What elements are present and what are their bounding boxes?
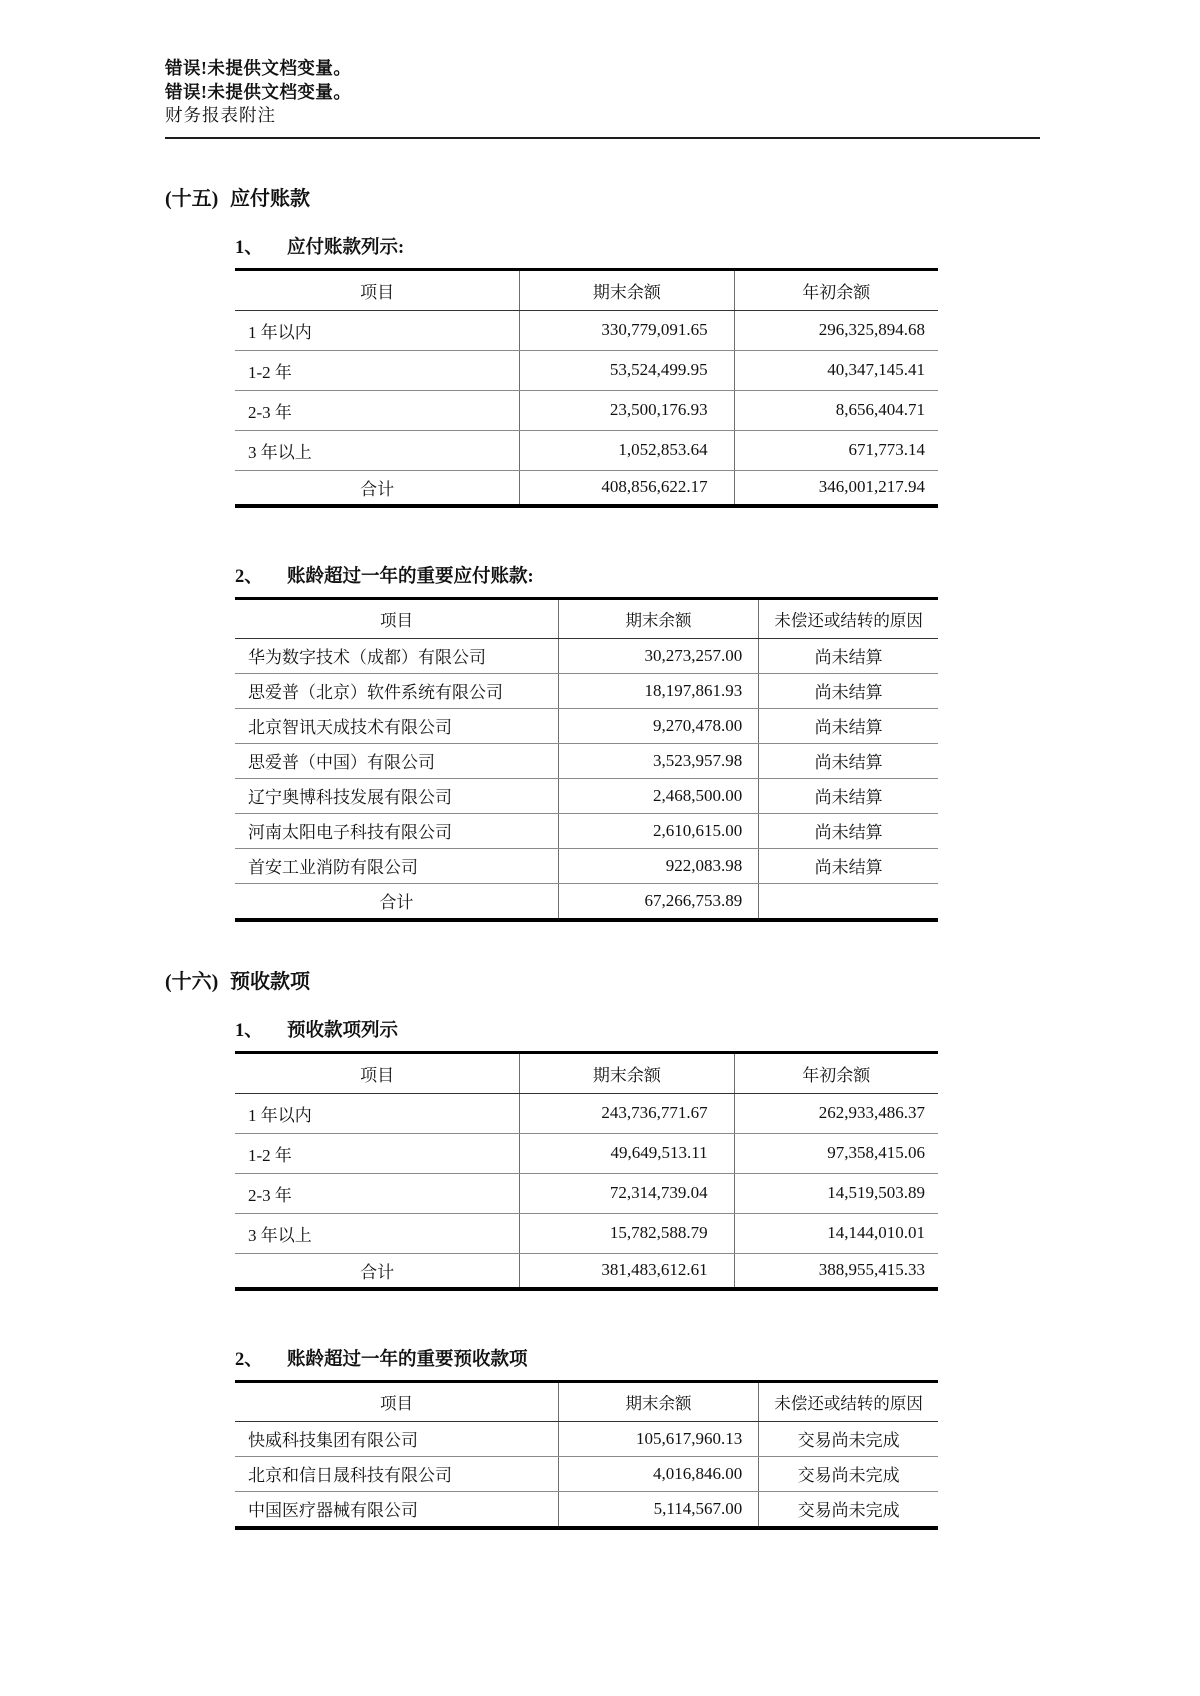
total-ending-balance: 67,266,753.89 — [558, 883, 758, 920]
row-beginning-balance: 671,773.14 — [734, 430, 938, 470]
table-row — [235, 1421, 938, 1456]
table-row — [235, 1213, 938, 1253]
total-beginning-balance: 346,001,217.94 — [818, 477, 925, 496]
row-reason: 交易尚未完成 — [797, 1501, 900, 1520]
row-ending-balance: 49,649,513.11 — [520, 1133, 734, 1173]
row-company: 河南太阳电子科技有限公司 — [235, 813, 558, 848]
row-reason: 尚未结算 — [759, 708, 938, 743]
section-16-sub-1-number: 1、 — [235, 1020, 263, 1041]
column-header-ending-balance: 期末余额 — [520, 1052, 734, 1093]
table-row — [235, 848, 938, 883]
table-row — [235, 1133, 938, 1173]
row-item: 1-2 年 — [235, 1133, 520, 1173]
row-reason: 尚未结算 — [759, 673, 938, 708]
row-ending-balance: 243,736,771.67 — [520, 1093, 734, 1133]
row-company: 中国医疗器械有限公司 — [235, 1491, 558, 1528]
row-company: 思爱普（北京）软件系统有限公司 — [235, 673, 558, 708]
row-ending-balance: 922,083.98 — [558, 848, 758, 883]
row-company: 北京智讯天成技术有限公司 — [235, 708, 558, 743]
column-header-reason: 未偿还或结转的原因 — [759, 1381, 938, 1421]
column-header-item: 项目 — [235, 1052, 520, 1093]
header-line-1: 错误!未提供文档变量。 — [165, 58, 352, 78]
payables-over-one-year-table — [235, 597, 938, 922]
header-line-3: 财务报表附注 — [165, 105, 276, 125]
column-header-item: 项目 — [235, 1381, 558, 1421]
row-beginning-balance: 40,347,145.41 — [734, 350, 938, 390]
row-ending-balance: 5,114,567.00 — [558, 1491, 758, 1528]
table-header-row — [235, 598, 938, 638]
table-row — [235, 813, 938, 848]
row-company: 快威科技集团有限公司 — [235, 1421, 558, 1456]
row-ending-balance: 3,523,957.98 — [558, 743, 758, 778]
row-item: 2-3 年 — [235, 390, 520, 430]
row-beginning-balance: 97,358,415.06 — [734, 1133, 938, 1173]
row-reason: 尚未结算 — [759, 638, 938, 673]
table-header-row — [235, 1381, 938, 1421]
total-beginning-balance: 388,955,415.33 — [818, 1260, 925, 1279]
column-header-reason: 未偿还或结转的原因 — [759, 598, 938, 638]
row-ending-balance: 330,779,091.65 — [520, 310, 734, 350]
column-header-item: 项目 — [235, 598, 558, 638]
table-row — [235, 673, 938, 708]
section-15-title: 应付账款 — [230, 187, 310, 210]
section-15-sub-2-number: 2、 — [235, 566, 263, 587]
row-ending-balance: 23,500,176.93 — [520, 390, 734, 430]
section-16-sub-2-title: 账龄超过一年的重要预收款项 — [287, 1349, 528, 1370]
section-15-sub-1-title: 应付账款列示: — [287, 237, 405, 258]
row-company: 首安工业消防有限公司 — [235, 848, 558, 883]
row-ending-balance: 15,782,588.79 — [520, 1213, 734, 1253]
advances-over-one-year-table — [235, 1380, 938, 1530]
row-item: 1 年以内 — [235, 1093, 520, 1133]
table-row — [235, 430, 938, 470]
page-header — [165, 57, 1040, 139]
row-ending-balance: 2,610,615.00 — [558, 813, 758, 848]
column-header-ending-balance: 期末余额 — [558, 1381, 758, 1421]
total-label: 合计 — [235, 1253, 520, 1289]
table-row — [235, 310, 938, 350]
table-row — [235, 1093, 938, 1133]
table-total-row — [235, 470, 938, 506]
row-beginning-balance: 8,656,404.71 — [734, 390, 938, 430]
column-header-item: 项目 — [235, 269, 520, 310]
payables-aging-table — [235, 268, 938, 508]
row-item: 2-3 年 — [235, 1173, 520, 1213]
section-15-sub-1-heading — [235, 235, 1040, 261]
table-total-row — [235, 1253, 938, 1289]
section-16-sub-2-heading — [235, 1347, 1040, 1373]
total-ending-balance: 408,856,622.17 — [520, 470, 734, 506]
column-header-beginning-balance: 年初余额 — [734, 1052, 938, 1093]
total-ending-balance: 381,483,612.61 — [520, 1253, 734, 1289]
row-company: 北京和信日晟科技有限公司 — [235, 1456, 558, 1491]
section-15-number: (十五) — [165, 187, 219, 210]
table-row — [235, 1173, 938, 1213]
row-ending-balance: 18,197,861.93 — [558, 673, 758, 708]
row-company: 华为数字技术（成都）有限公司 — [235, 638, 558, 673]
row-item: 1-2 年 — [235, 350, 520, 390]
row-reason: 尚未结算 — [759, 848, 938, 883]
row-ending-balance: 4,016,846.00 — [558, 1456, 758, 1491]
section-15-sub-2-heading — [235, 564, 1040, 590]
table-row — [235, 708, 938, 743]
row-ending-balance: 53,524,499.95 — [520, 350, 734, 390]
column-header-ending-balance: 期末余额 — [520, 269, 734, 310]
row-beginning-balance: 14,519,503.89 — [734, 1173, 938, 1213]
row-company: 辽宁奥博科技发展有限公司 — [235, 778, 558, 813]
section-16-title: 预收款项 — [230, 970, 310, 993]
row-item: 1 年以内 — [235, 310, 520, 350]
table-header-row — [235, 269, 938, 310]
row-ending-balance: 2,468,500.00 — [558, 778, 758, 813]
row-company: 思爱普（中国）有限公司 — [235, 743, 558, 778]
header-divider — [165, 137, 1040, 139]
table-total-row — [235, 883, 938, 920]
total-label: 合计 — [235, 883, 558, 920]
row-beginning-balance: 262,933,486.37 — [734, 1093, 938, 1133]
row-beginning-balance: 296,325,894.68 — [734, 310, 938, 350]
row-ending-balance: 9,270,478.00 — [558, 708, 758, 743]
column-header-beginning-balance: 年初余额 — [734, 269, 938, 310]
section-16-sub-1-heading — [235, 1018, 1040, 1044]
section-16-heading — [165, 968, 1040, 996]
section-16-sub-2-number: 2、 — [235, 1349, 263, 1370]
section-15-sub-2-title: 账龄超过一年的重要应付账款: — [287, 566, 534, 587]
row-ending-balance: 105,617,960.13 — [558, 1421, 758, 1456]
row-ending-balance: 72,314,739.04 — [520, 1173, 734, 1213]
table-row — [235, 1491, 938, 1528]
row-reason: 尚未结算 — [759, 743, 938, 778]
advances-aging-table — [235, 1051, 938, 1291]
section-15-sub-1-number: 1、 — [235, 237, 263, 258]
total-label: 合计 — [235, 470, 520, 506]
table-row — [235, 638, 938, 673]
section-16-number: (十六) — [165, 970, 219, 993]
row-reason: 交易尚未完成 — [759, 1421, 938, 1456]
row-reason: 交易尚未完成 — [759, 1456, 938, 1491]
table-header-row — [235, 1052, 938, 1093]
row-beginning-balance: 14,144,010.01 — [734, 1213, 938, 1253]
column-header-ending-balance: 期末余额 — [558, 598, 758, 638]
row-ending-balance: 1,052,853.64 — [520, 430, 734, 470]
header-line-2: 错误!未提供文档变量。 — [165, 81, 352, 102]
table-row — [235, 350, 938, 390]
section-15-heading — [165, 185, 1040, 213]
row-ending-balance: 30,273,257.00 — [558, 638, 758, 673]
row-item: 3 年以上 — [235, 430, 520, 470]
table-row — [235, 743, 938, 778]
row-reason: 尚未结算 — [759, 778, 938, 813]
table-row — [235, 1456, 938, 1491]
section-16-sub-1-title: 预收款项列示 — [287, 1020, 399, 1041]
row-item: 3 年以上 — [235, 1213, 520, 1253]
row-reason: 尚未结算 — [759, 813, 938, 848]
total-reason-empty — [759, 883, 938, 920]
table-row — [235, 778, 938, 813]
table-row — [235, 390, 938, 430]
